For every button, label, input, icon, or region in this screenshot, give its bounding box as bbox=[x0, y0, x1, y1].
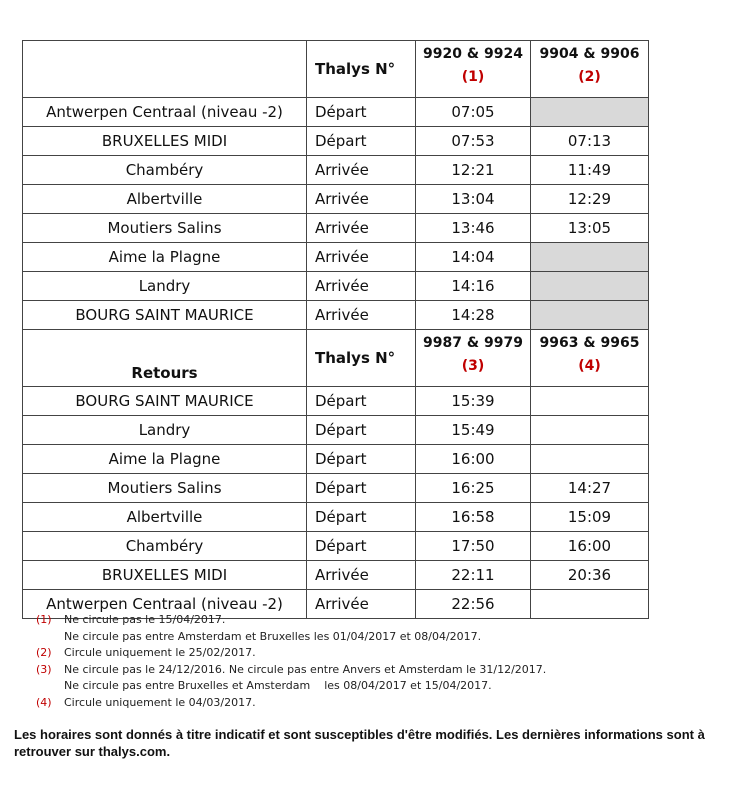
time-train-2-unavailable bbox=[531, 98, 649, 127]
outbound-thalys-label: Thalys N° bbox=[307, 41, 416, 98]
time-train-1: 14:28 bbox=[416, 301, 531, 330]
time-train-1: 16:58 bbox=[416, 503, 531, 532]
stop-type: Départ bbox=[307, 127, 416, 156]
stop-type: Départ bbox=[307, 532, 416, 561]
table-row bbox=[23, 214, 649, 243]
time-train-2: 14:27 bbox=[531, 474, 649, 503]
station-name: Chambéry bbox=[23, 532, 307, 561]
time-train-1: 22:11 bbox=[416, 561, 531, 590]
time-train-1: 16:25 bbox=[416, 474, 531, 503]
footnote-marker: (4) bbox=[36, 695, 52, 709]
footnote-2 bbox=[36, 645, 546, 662]
stop-type: Arrivée bbox=[307, 272, 416, 301]
time-train-2 bbox=[531, 445, 649, 474]
time-train-1: 15:49 bbox=[416, 416, 531, 445]
time-train-2-unavailable bbox=[531, 243, 649, 272]
footnote-text: Circule uniquement le 04/03/2017. bbox=[64, 695, 256, 709]
station-name: Albertville bbox=[23, 185, 307, 214]
table-row bbox=[23, 532, 649, 561]
table-row bbox=[23, 98, 649, 127]
table-row bbox=[23, 272, 649, 301]
time-train-2-unavailable bbox=[531, 272, 649, 301]
station-name: Aime la Plagne bbox=[23, 243, 307, 272]
station-name: Landry bbox=[23, 272, 307, 301]
time-train-1: 13:46 bbox=[416, 214, 531, 243]
time-train-2: 07:13 bbox=[531, 127, 649, 156]
time-train-2 bbox=[531, 387, 649, 416]
train-footnote-ref: (1) bbox=[461, 69, 485, 85]
return-train-2-header bbox=[531, 330, 649, 387]
table-row bbox=[23, 185, 649, 214]
footnote-4 bbox=[36, 695, 546, 712]
station-name: Antwerpen Centraal (niveau -2) bbox=[23, 98, 307, 127]
time-train-1: 16:00 bbox=[416, 445, 531, 474]
timetable bbox=[22, 40, 649, 619]
train-number: 9904 & 9906 bbox=[539, 46, 640, 62]
station-name: Albertville bbox=[23, 503, 307, 532]
return-title: Retours bbox=[23, 330, 307, 387]
time-train-1: 12:21 bbox=[416, 156, 531, 185]
outbound-section bbox=[23, 41, 649, 330]
time-train-2: 11:49 bbox=[531, 156, 649, 185]
table-row bbox=[23, 387, 649, 416]
station-name: Moutiers Salins bbox=[23, 214, 307, 243]
table-row bbox=[23, 127, 649, 156]
table-row bbox=[23, 445, 649, 474]
table-row bbox=[23, 474, 649, 503]
time-train-1: 13:04 bbox=[416, 185, 531, 214]
time-train-2 bbox=[531, 416, 649, 445]
time-train-2 bbox=[531, 590, 649, 619]
table-row bbox=[23, 243, 649, 272]
station-name: Moutiers Salins bbox=[23, 474, 307, 503]
disclaimer: Les horaires sont donnés à titre indicatif et sont susceptibles d'être modifiés. Les dernières informations sont à retrouver sur thalys.com. bbox=[14, 727, 705, 759]
time-train-1: 07:05 bbox=[416, 98, 531, 127]
table-row bbox=[23, 301, 649, 330]
stop-type: Départ bbox=[307, 503, 416, 532]
outbound-header-row bbox=[23, 41, 649, 98]
time-train-1: 17:50 bbox=[416, 532, 531, 561]
stop-type: Arrivée bbox=[307, 561, 416, 590]
time-train-2: 20:36 bbox=[531, 561, 649, 590]
stop-type: Départ bbox=[307, 98, 416, 127]
stop-type: Arrivée bbox=[307, 156, 416, 185]
stop-type: Arrivée bbox=[307, 243, 416, 272]
table-row bbox=[23, 503, 649, 532]
footnote-1 bbox=[36, 612, 546, 645]
footnotes bbox=[36, 612, 546, 711]
footnote-marker: (2) bbox=[36, 646, 52, 659]
station-name: Aime la Plagne bbox=[23, 445, 307, 474]
table-row bbox=[23, 416, 649, 445]
outbound-train-2-header bbox=[531, 41, 649, 98]
footnote-text: Ne circule pas le 24/12/2016. Ne circule pas entre Anvers et Amsterdam le 31/12/2017. bbox=[64, 662, 547, 676]
footnote-3 bbox=[36, 662, 546, 695]
station-name: BOURG SAINT MAURICE bbox=[23, 301, 307, 330]
time-train-2: 15:09 bbox=[531, 503, 649, 532]
time-train-1: 07:53 bbox=[416, 127, 531, 156]
time-train-2: 16:00 bbox=[531, 532, 649, 561]
footnote-text: Circule uniquement le 25/02/2017. bbox=[64, 646, 256, 659]
train-number: 9963 & 9965 bbox=[539, 335, 640, 351]
station-name: BRUXELLES MIDI bbox=[23, 127, 307, 156]
footnote-text: Ne circule pas entre Amsterdam et Bruxelles les 01/04/2017 et 08/04/2017. bbox=[64, 629, 482, 643]
footnote-marker: (3) bbox=[36, 662, 52, 676]
stop-type: Arrivée bbox=[307, 301, 416, 330]
stop-type: Départ bbox=[307, 474, 416, 503]
footnote-text: Ne circule pas le 15/04/2017. bbox=[64, 613, 226, 626]
footnote-text: Ne circule pas entre Bruxelles et Amsterdam les 08/04/2017 et 15/04/2017. bbox=[64, 679, 492, 692]
stop-type: Départ bbox=[307, 416, 416, 445]
return-thalys-label: Thalys N° bbox=[307, 330, 416, 387]
table-row bbox=[23, 156, 649, 185]
table-row bbox=[23, 561, 649, 590]
time-train-2-unavailable bbox=[531, 301, 649, 330]
station-name: Antwerpen Centraal (niveau -2) bbox=[23, 590, 307, 619]
station-name: BOURG SAINT MAURICE bbox=[23, 387, 307, 416]
return-header-row bbox=[23, 330, 649, 387]
time-train-1: 15:39 bbox=[416, 387, 531, 416]
station-name: Chambéry bbox=[23, 156, 307, 185]
station-name: Landry bbox=[23, 416, 307, 445]
time-train-1: 14:04 bbox=[416, 243, 531, 272]
return-section bbox=[23, 330, 649, 619]
time-train-2: 13:05 bbox=[531, 214, 649, 243]
stop-type: Arrivée bbox=[307, 185, 416, 214]
time-train-2: 12:29 bbox=[531, 185, 649, 214]
time-train-1: 22:56 bbox=[416, 590, 531, 619]
train-number: 9920 & 9924 bbox=[423, 46, 523, 62]
train-footnote-ref: (3) bbox=[461, 358, 485, 374]
train-footnote-ref: (4) bbox=[578, 358, 601, 374]
stop-type: Départ bbox=[307, 445, 416, 474]
station-name: BRUXELLES MIDI bbox=[23, 561, 307, 590]
footnote-marker: (1) bbox=[36, 613, 52, 626]
stop-type: Arrivée bbox=[307, 214, 416, 243]
train-number: 9987 & 9979 bbox=[423, 335, 523, 351]
stop-type: Départ bbox=[307, 387, 416, 416]
time-train-1: 14:16 bbox=[416, 272, 531, 301]
train-footnote-ref: (2) bbox=[578, 69, 601, 85]
return-train-1-header bbox=[416, 330, 531, 387]
stop-type: Arrivée bbox=[307, 590, 416, 619]
outbound-train-1-header bbox=[416, 41, 531, 98]
outbound-header-blank bbox=[23, 41, 307, 98]
